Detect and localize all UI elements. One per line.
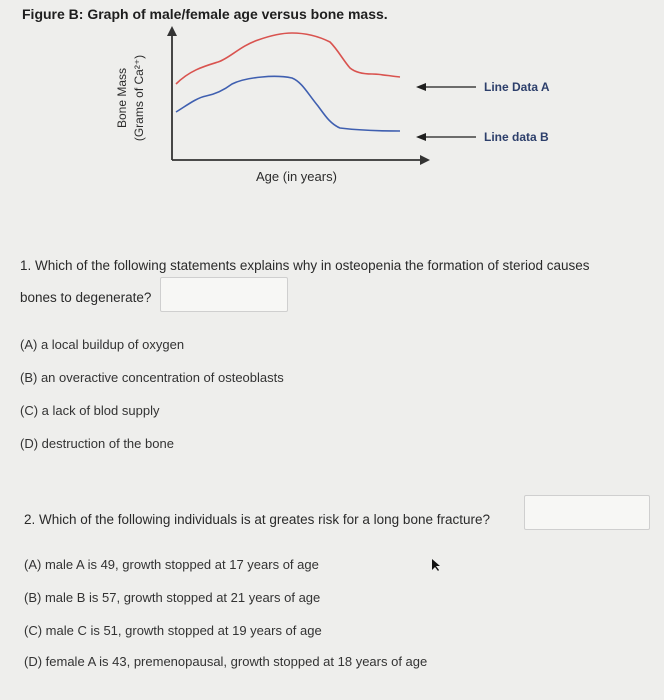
q1-option-c: (C) a lack of blod supply — [20, 403, 160, 418]
legend-arrow-a — [416, 83, 476, 91]
q2-option-c: (C) male C is 51, growth stopped at 19 years of age — [24, 623, 322, 638]
y-axis-label-line2: (Grams of Ca²⁺) — [132, 54, 146, 142]
q1-text-line2: bones to degenerate? — [20, 290, 152, 305]
series-line-b — [176, 76, 400, 131]
mouse-cursor-icon — [430, 558, 442, 572]
q2-text: 2. Which of the following individuals is at greates risk for a long bone fracture? — [24, 512, 490, 527]
q1-option-b: (B) an overactive concentration of osteoblasts — [20, 370, 284, 385]
y-axis-label-line1: Bone Mass — [115, 67, 129, 129]
x-axis-label: Age (in years) — [256, 169, 337, 184]
legend-label-a: Line Data A — [484, 80, 550, 94]
q2-option-b: (B) male B is 57, growth stopped at 21 years of age — [24, 590, 321, 605]
q2-option-d: (D) female A is 43, premenopausal, growth stopped at 18 years of age — [24, 654, 428, 669]
legend-arrow-b — [416, 133, 476, 141]
y-axis-label — [106, 38, 156, 158]
q1-text-line1: 1. Which of the following statements explains why in osteopenia the formation of steriod causes — [20, 258, 590, 273]
q1-option-d: (D) destruction of the bone — [20, 436, 174, 451]
q1-answer-box[interactable] — [160, 277, 288, 312]
q2-answer-box[interactable] — [524, 495, 650, 530]
figure-title: Figure B: Graph of male/female age versus bone mass. — [22, 6, 388, 22]
q2-option-a: (A) male A is 49, growth stopped at 17 years of age — [24, 557, 319, 572]
legend-label-b: Line data B — [484, 130, 549, 144]
y-axis-arrowhead — [167, 26, 177, 36]
q1-option-a: (A) a local buildup of oxygen — [20, 337, 185, 352]
x-axis-arrowhead — [420, 155, 430, 165]
series-line-a — [176, 33, 400, 84]
